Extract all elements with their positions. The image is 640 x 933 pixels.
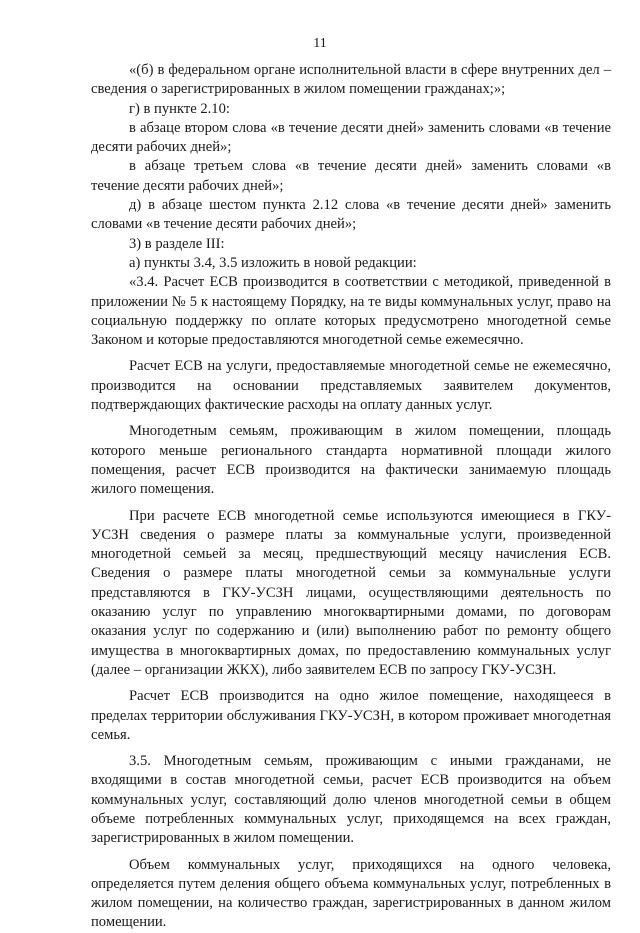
paragraph-3-4: «3.4. Расчет ЕСВ производится в соответствии с методикой, приведенной в приложении № 5 к настоящему Порядку, на те виды коммунальных услуг, право на социальную поддержку по оплате которых предусмотрено многодетной семье Законом и которые предоставляются многодетной семье ежемесячно.: [91, 274, 611, 349]
paragraph-item-d: д) в абзаце шестом пункта 2.12 слова «в течение десяти дней» заменить словами «в течение десяти рабочих дней»;: [91, 197, 611, 233]
paragraph-volume-per-person: Объем коммунальных услуг, приходящихся на одного человека, определяется путем деления общего объема коммунальных услуг, потребленных в жилом помещении, на количество граждан, зарегистрированных в данном жилом помещении.: [91, 856, 611, 931]
paragraph-3-5: 3.5. Многодетным семьям, проживающим с иными гражданами, не входящими в состав многодетной семьи, расчет ЕСВ производится на объем коммунальных услуг, составляющий долю членов многодетной семьи в общем объеме потребленных коммунальных услуг, приходящемся на всех граждан, зарегистрированных в жилом помещении.: [91, 753, 611, 847]
paragraph-section-3: 3) в разделе III:: [129, 235, 225, 252]
paragraph-small-area: Многодетным семьям, проживающим в жилом помещении, площадь которого меньше регионального стандарта нормативной площади жилого помещения, расчет ЕСВ производится на фактически занимаемую площадь жилого помещения.: [91, 423, 611, 498]
document-body: [91, 61, 611, 933]
paragraph-second-abzac: в абзаце втором слова «в течение десяти дней» заменить словами «в течение десяти рабочих дней»;: [91, 119, 611, 156]
paragraph-federal-body: «(б) в федеральном органе исполнительной власти в сфере внутренних дел – сведения о зарегистрированных в жилом помещении гражданах;»;: [91, 62, 611, 98]
paragraph-payment-info: При расчете ЕСВ многодетной семье используются имеющиеся в ГКУ-УСЗН сведения о размере платы за коммунальные услуги, произведенной многодетной семьей за месяц, предшествующий месяцу начисления ЕСВ. Сведения о размере платы многодетной семьи за коммунальные услуги представляются в ГКУ-УСЗН лицами, осуществляющими деятельность по оказанию услуг по управлению многоквартирными домами, по договорам оказания услуг по содержанию и (или) выполнению работ по ремонту общего имущества в многоквартирных домах, по предоставлению коммунальных услуг (далее – организации ЖКХ), либо заявителем ЕСВ по запросу ГКУ-УСЗН.: [91, 507, 611, 678]
paragraph-third-abzac: в абзаце третьем слова «в течение десяти дней» заменить словами «в течение десяти рабочих дней»;: [91, 158, 611, 194]
page-number: 11: [313, 36, 327, 51]
paragraph-item-g: г) в пункте 2.10:: [129, 100, 230, 117]
paragraph-item-a: а) пункты 3.4, 3.5 изложить в новой редакции:: [129, 254, 417, 271]
paragraph-one-dwelling: Расчет ЕСВ производится на одно жилое помещение, находящееся в пределах территории обслуживания ГКУ-УСЗН, в котором проживает многодетная семья.: [91, 688, 611, 743]
paragraph-esv-not-monthly: Расчет ЕСВ на услуги, предоставляемые многодетной семье не ежемесячно, производится на основании представляемых заявителем документов, подтверждающих фактические расходы на оплату данных услуг.: [91, 358, 611, 414]
